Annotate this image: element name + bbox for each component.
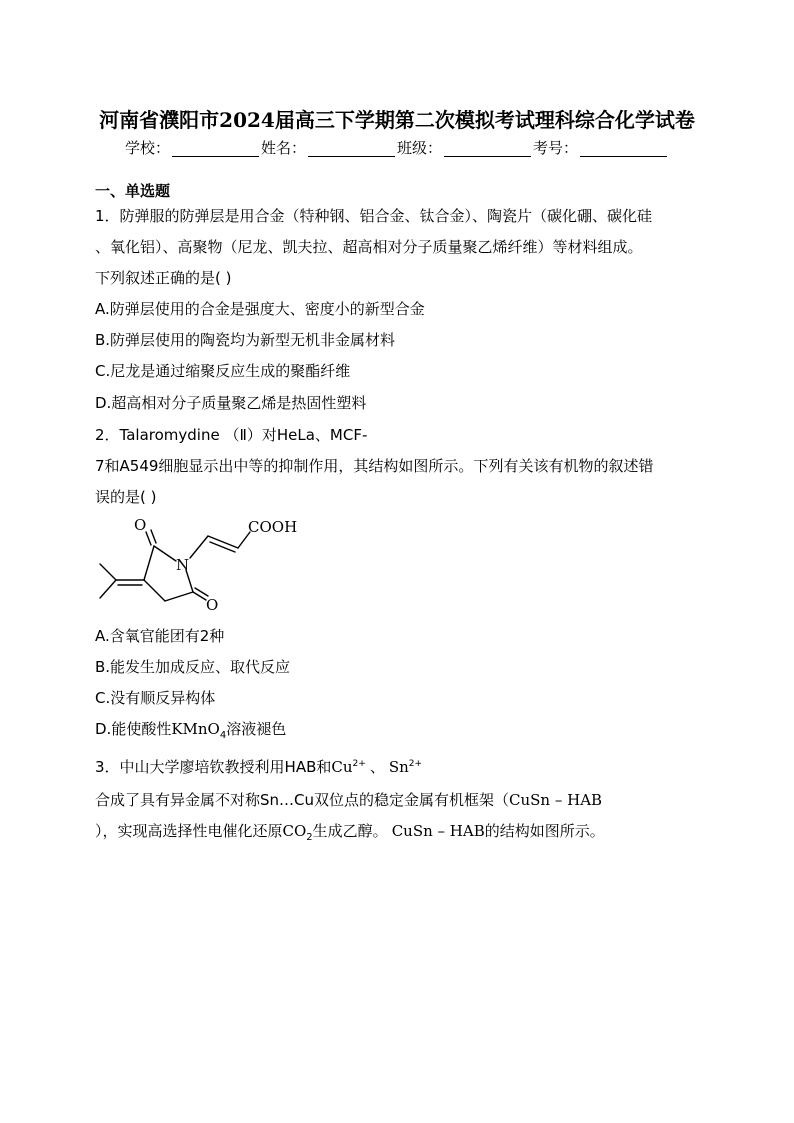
kmno4-formula: KMnO bbox=[171, 720, 220, 738]
bond-vinyl-double-2 bbox=[210, 542, 235, 552]
cu-symbol: Cu bbox=[331, 758, 353, 776]
section-title: 一、单选题 bbox=[95, 182, 171, 200]
kmno4-subscript: 4 bbox=[219, 730, 227, 741]
q3-stem-line3 bbox=[95, 820, 605, 841]
q2-option-a: A.含氧官能团有2种 bbox=[95, 627, 225, 645]
atom-label-cooh: COOH bbox=[248, 518, 298, 536]
bond-methyl-upper bbox=[100, 564, 116, 580]
q1-option-c: C.尼龙是通过缩聚反应生成的聚酯纤维 bbox=[95, 362, 351, 380]
q2-stem-line2: 7和A549细胞显示出中等的抑制作用，其结构如图所示。下列有关该有机物的叙述错 bbox=[95, 457, 654, 475]
q3-line3-suffix: 的结构如图所示。 bbox=[484, 822, 605, 840]
q3-stem-line2 bbox=[95, 789, 602, 810]
q2-option-d-prefix: D.能使酸性 bbox=[95, 720, 172, 738]
atom-label-o-lower: O bbox=[206, 596, 219, 614]
bond-ring-c3-c2 bbox=[144, 546, 154, 580]
q1-stem-line3: 下列叙述正确的是( ) bbox=[95, 269, 232, 287]
co2-formula: CO bbox=[282, 822, 307, 840]
school-blank bbox=[172, 141, 259, 157]
q3-line3-middle: 生成乙醇。 bbox=[312, 822, 388, 840]
q3-stem-line1 bbox=[95, 756, 422, 777]
class-label: 班级： bbox=[397, 139, 443, 157]
bond-carbonyl-upper-1 bbox=[146, 532, 151, 545]
bond-carbonyl-upper-2 bbox=[151, 530, 156, 543]
bond-n-vinyl bbox=[190, 536, 208, 558]
bond-methyl-lower bbox=[100, 580, 116, 598]
name-blank bbox=[308, 141, 395, 157]
q1-option-d: D.超高相对分子质量聚乙烯是热固性塑料 bbox=[95, 394, 367, 412]
student-info-line bbox=[0, 137, 794, 158]
atom-label-o-upper: O bbox=[134, 516, 147, 534]
number-blank bbox=[580, 141, 667, 157]
class-blank bbox=[444, 141, 531, 157]
co2-subscript: 2 bbox=[306, 832, 313, 843]
mof-formula-2: CuSn – HAB bbox=[391, 822, 485, 840]
q1-option-a: A.防弹层使用的合金是强度大、密度小的新型合金 bbox=[95, 300, 425, 318]
q1-stem-line1: 1．防弹服的防弹层是用合金（特种钢、铝合金、钛合金）、陶瓷片（碳化硼、碳化硅 bbox=[95, 207, 653, 225]
school-label: 学校： bbox=[124, 139, 170, 157]
number-label: 考号： bbox=[533, 139, 579, 157]
q2-stem-line3: 误的是( ) bbox=[95, 488, 157, 506]
q3-line2-text: 合成了具有异金属不对称Sn…Cu双位点的稳定金属有机框架（ bbox=[95, 791, 510, 809]
talaromydine-structure-diagram bbox=[98, 514, 318, 614]
bond-vinyl-double-1 bbox=[208, 536, 238, 548]
q2-option-d-suffix: 溶液褪色 bbox=[226, 720, 287, 738]
atom-label-n: N bbox=[176, 556, 190, 574]
page-title: 河南省濮阳市2024届高三下学期第二次模拟考试理科综合化学试卷 bbox=[99, 108, 695, 132]
q3-line1-prefix: 3．中山大学廖培钦教授利用HAB和 bbox=[95, 758, 332, 776]
mof-formula: CuSn – HAB bbox=[509, 791, 603, 809]
bond-ring-c4-c5 bbox=[165, 592, 193, 601]
bond-ring-c3-c4 bbox=[144, 580, 165, 601]
q1-option-b: B.防弹层使用的陶瓷均为新型无机非金属材料 bbox=[95, 331, 396, 349]
q2-option-d bbox=[95, 718, 286, 739]
cu-charge: 2+ bbox=[352, 759, 366, 769]
q1-stem-line2: 、氧化铝）、高聚物（尼龙、凯夫拉、超高相对分子质量聚乙烯纤维）等材料组成。 bbox=[95, 238, 643, 256]
q3-line3-prefix: ），实现高选择性电催化还原 bbox=[95, 822, 283, 840]
name-label: 姓名： bbox=[260, 139, 306, 157]
q2-option-b: B.能发生加成反应、取代反应 bbox=[95, 658, 291, 676]
q3-separator: 、 bbox=[369, 758, 385, 776]
sn-symbol: Sn bbox=[388, 758, 409, 776]
q2-option-c: C.没有顺反异构体 bbox=[95, 689, 216, 707]
bond-ring-c2-n bbox=[154, 546, 176, 561]
q2-stem-line1: 2．Talaromydine （Ⅱ）对HeLa、MCF- bbox=[95, 426, 368, 444]
sn-charge: 2+ bbox=[408, 759, 423, 769]
